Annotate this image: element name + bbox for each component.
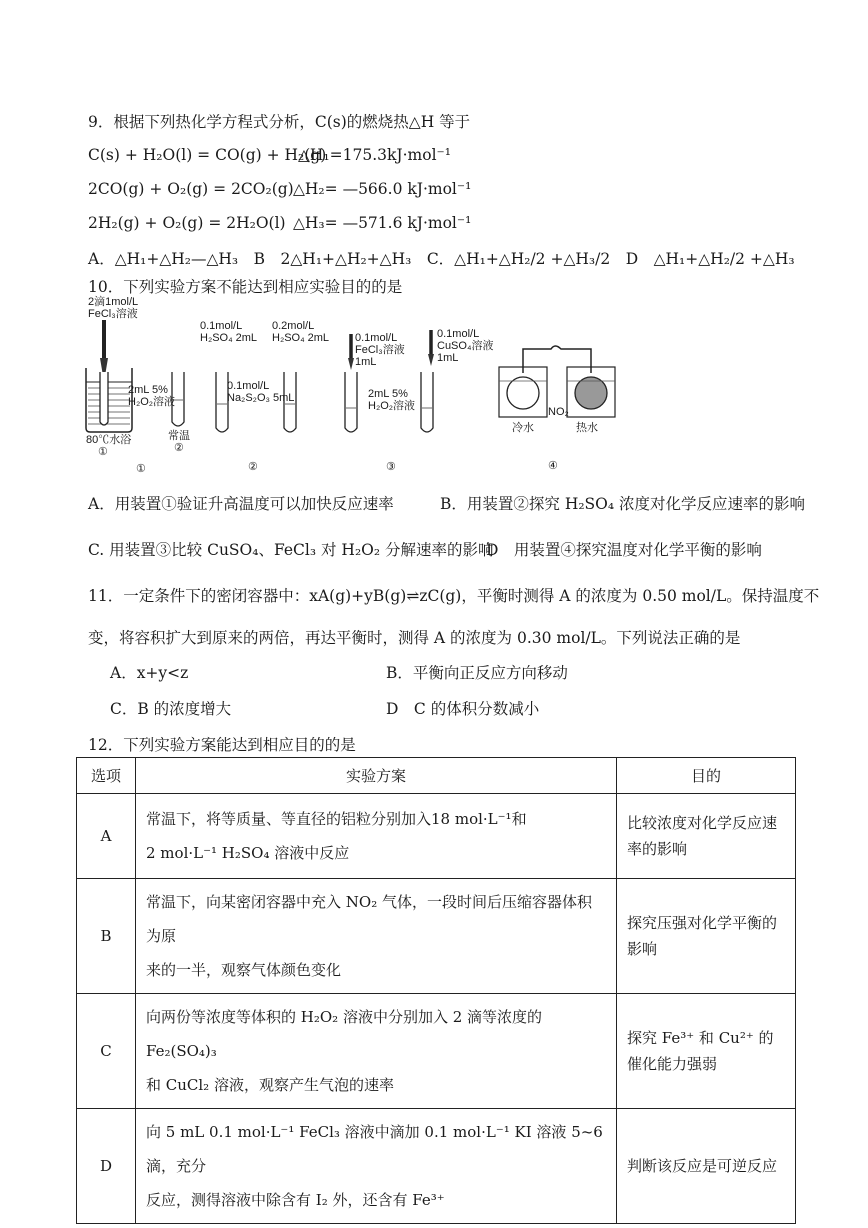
apparatus1-room-num: ② [174,442,184,454]
apparatus1-label: ① [136,463,146,475]
apparatus3-tube-label: 2mL 5% H₂O₂溶液 [368,388,416,412]
apparatus4-gas: NO₂ [548,406,569,418]
apparatus2-right-reagent: 0.2mol/L H₂SO₄ 2mL [272,320,330,344]
q11-line-1: 11．一定条件下的密闭容器中：xA(g)+yB(g)⇌zC(g)，平衡时测得 A 的浓度为 0.50 mol/L。保持温度不 [88,587,820,605]
apparatus3-label: ③ [386,461,396,473]
q10-option-b: B．用装置②探究 H₂SO₄ 浓度对化学反应速率的影响 [440,495,806,513]
q9-equation-3: 2H₂(g) + O₂(g) = 2H₂O(l) [88,214,286,232]
apparatus1-reagent: 2滴1mol/L FeCl₃溶液 [88,296,139,320]
q9-stem: 9．根据下列热化学方程式分析，C(s)的燃烧热△H 等于 [88,113,471,131]
apparatus3-left-reagent: 0.1mol/L FeCl₃溶液 1mL [355,332,405,368]
row-plan: 向 5 mL 0.1 mol·L⁻¹ FeCl₃ 溶液中滴加 0.1 mol·L⁻¹ KI 溶液 5~6 滴，充分 反应，测得溶液中除含有 I₂ 外，还含有 Fe³⁺ [136,1109,617,1224]
apparatus1-tube-label: 2mL 5% H₂O₂溶液 [128,384,176,408]
header-plan: 实验方案 [136,758,617,794]
apparatus2-label: ② [248,461,258,473]
row-option: C [77,994,136,1109]
q9-dh-3: △H₃= —571.6 kJ·mol⁻¹ [293,214,472,232]
row-option: D [77,1109,136,1224]
q11-option-c: C．B 的浓度增大 [110,700,232,718]
q9-equation-2: 2CO(g) + O₂(g) = 2CO₂(g) [88,180,294,198]
apparatus2-left-reagent: 0.1mol/L H₂SO₄ 2mL [200,320,258,344]
q12-stem: 12．下列实验方案能达到相应目的的是 [88,736,356,754]
q10-option-a: A．用装置①验证升高温度可以加快反应速率 [88,495,394,513]
apparatus4-label: ④ [548,460,558,472]
q9-dh-1: △H₁=175.3kJ·mol⁻¹ [298,146,451,164]
row-option: A [77,794,136,879]
apparatus2-tube-label: 0.1mol/L Na₂S₂O₃ 5mL [227,380,295,404]
q11-option-b: B．平衡向正反应方向移动 [386,664,568,682]
table-header-row [77,758,796,794]
row-goal: 探究 Fe³⁺ 和 Cu²⁺ 的催化能力强弱 [617,994,796,1109]
apparatus1-bath: 80℃水浴 [86,434,132,446]
row-option: B [77,879,136,994]
apparatus3-right-reagent: 0.1mol/L CuSO₄溶液 1mL [437,328,494,364]
table-row [77,994,796,1109]
row-plan: 向两份等浓度等体积的 H₂O₂ 溶液中分别加入 2 滴等浓度的 Fe₂(SO₄)₃ 和 CuCl₂ 溶液，观察产生气泡的速率 [136,994,617,1109]
header-goal: 目的 [617,758,796,794]
apparatus4-cold: 冷水 [512,422,534,434]
q11-line-2: 变，将容积扩大到原来的两倍，再达平衡时，测得 A 的浓度为 0.30 mol/L。下列说法正确的是 [88,629,741,647]
row-goal: 比较浓度对化学反应速率的影响 [617,794,796,879]
apparatus4-hot: 热水 [576,422,598,434]
q11-option-d: D C 的体积分数减小 [386,700,540,718]
q10-option-c: C. 用装置③比较 CuSO₄、FeCl₃ 对 H₂O₂ 分解速率的影响 [88,541,494,559]
row-goal: 探究压强对化学平衡的影响 [617,879,796,994]
q11-option-a: A．x+y<z [110,664,189,682]
apparatus1-room: 常温 [168,430,190,442]
q10-option-d: D 用装置④探究温度对化学平衡的影响 [486,541,762,559]
apparatus1-bath-num: ① [98,446,108,458]
q12-table [76,757,796,1224]
table-row [77,794,796,879]
row-plan: 常温下，将等质量、等直径的铝粒分别加入18 mol·L⁻¹和 2 mol·L⁻¹ H₂SO₄ 溶液中反应 [136,794,617,879]
q9-dh-2: △H₂= —566.0 kJ·mol⁻¹ [293,180,472,198]
table-row [77,1109,796,1224]
row-goal: 判断该反应是可逆反应 [617,1109,796,1224]
q10-stem: 10．下列实验方案不能达到相应实验目的的是 [88,278,403,296]
q9-equation-1: C(s) + H₂O(l) = CO(g) + H₂(g) [88,146,327,164]
header-option: 选项 [77,758,136,794]
q9-options: A．△H₁+△H₂—△H₃ B 2△H₁+△H₂+△H₃ C．△H₁+△H₂/2 +△H₃/2 D △H₁+△H₂/2 +△H₃ [88,250,795,268]
row-plan: 常温下，向某密闭容器中充入 NO₂ 气体，一段时间后压缩容器体积为原 来的一半，观察气体颜色变化 [136,879,617,994]
table-row [77,879,796,994]
